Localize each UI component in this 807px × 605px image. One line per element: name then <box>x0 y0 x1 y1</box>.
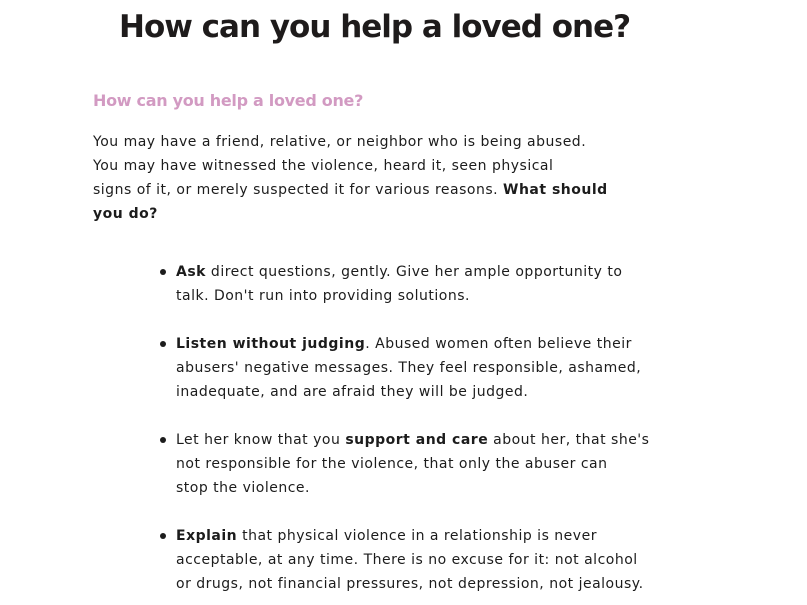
list-item-line: talk. Don't run into providing solutions. <box>176 288 470 304</box>
list-item-emphasis: Listen without judging <box>176 336 366 352</box>
list-item-line: or drugs, not financial pressures, not depression, not jealousy. <box>176 576 644 592</box>
list-item-text: . Abused women often believe their <box>365 336 632 352</box>
list-item-line <box>176 524 597 548</box>
bullet-dot <box>160 341 166 347</box>
list-item-text: about her, that she's <box>488 432 650 448</box>
intro-question-end: you do? <box>93 206 158 222</box>
bullet-dot <box>160 437 166 443</box>
intro-line-4 <box>93 202 158 226</box>
section-heading: How can you help a loved one? <box>93 91 364 110</box>
intro-text: signs of it, or merely suspected it for various reasons. <box>93 182 504 198</box>
intro-question: What should <box>503 182 608 198</box>
bullet-dot <box>160 533 166 539</box>
list-item-line: inadequate, and are afraid they will be judged. <box>176 384 529 400</box>
list-item-line <box>176 428 649 452</box>
list-item-line <box>176 260 622 284</box>
page-title: How can you help a loved one? <box>119 9 631 45</box>
list-item-line <box>176 332 632 356</box>
list-item-line: abusers' negative messages. They feel responsible, ashamed, <box>176 360 642 376</box>
list-item-emphasis: support and care <box>345 432 489 448</box>
list-item-line: not responsible for the violence, that only the abuser can <box>176 456 608 472</box>
bullet-dot <box>160 269 166 275</box>
intro-line-2: You may have witnessed the violence, heard it, seen physical <box>93 158 554 174</box>
intro-line-3 <box>93 178 608 202</box>
intro-line-1: You may have a friend, relative, or neighbor who is being abused. <box>93 134 587 150</box>
list-item-text: Let her know that you <box>176 432 346 448</box>
list-item-line: stop the violence. <box>176 480 310 496</box>
list-item-emphasis: Ask <box>176 264 206 280</box>
list-item-emphasis: Explain <box>176 528 238 544</box>
list-item-text: direct questions, gently. Give her ample opportunity to <box>205 264 623 280</box>
list-item-line: acceptable, at any time. There is no excuse for it: not alcohol <box>176 552 638 568</box>
list-item-text: that physical violence in a relationship is never <box>237 528 597 544</box>
